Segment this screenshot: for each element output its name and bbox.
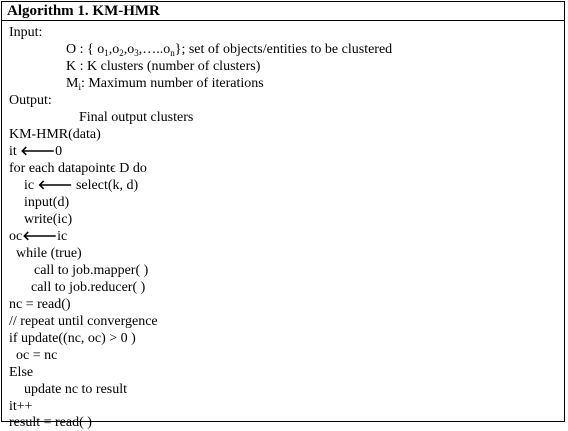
code-line-update-result: update nc to result bbox=[24, 382, 128, 397]
left-arrow-icon: 🡐 bbox=[22, 229, 58, 244]
output-label: Output: bbox=[9, 93, 52, 108]
code-line-oc-assign: oc🡐ic bbox=[9, 229, 68, 244]
output-value: Final output clusters bbox=[79, 110, 194, 125]
code-line-oc-nc: oc = nc bbox=[16, 348, 58, 363]
code-line-if: if update((nc, oc) > 0 ) bbox=[9, 331, 136, 346]
input-k-line: K : K clusters (number of clusters) bbox=[66, 59, 261, 74]
input-label: Input: bbox=[9, 25, 43, 40]
input-max-iterations-line: $M_i$: Maximum number of iterations bbox=[66, 76, 264, 92]
code-line-mapper: call to job.mapper( ) bbox=[34, 263, 149, 278]
code-line-while: while (true) bbox=[16, 246, 82, 261]
code-line-else: Else bbox=[9, 365, 34, 380]
algorithm-box bbox=[1, 1, 565, 430]
algorithm-title: Algorithm 1. KM-HMR bbox=[2, 2, 564, 21]
code-line-read: nc = read() bbox=[9, 297, 71, 312]
input-objects-line: O : { $o_1,o_2,o_3,\dots..o_n$}; set of objects/entities to be clustered bbox=[66, 42, 393, 58]
code-line-reducer: call to job.reducer( ) bbox=[31, 280, 146, 295]
code-line-comment: // repeat until convergence bbox=[9, 314, 158, 329]
code-line-for-each: for each datapointϵ D do bbox=[9, 161, 147, 176]
code-line-it-init: it 🡐0 bbox=[9, 144, 63, 159]
left-arrow-icon: 🡐 bbox=[20, 144, 56, 159]
code-line-input: input(d) bbox=[24, 195, 70, 210]
left-arrow-icon: 🡐 bbox=[37, 178, 73, 193]
code-line-function: KM-HMR(data) bbox=[9, 127, 101, 142]
code-line-increment: it++ bbox=[9, 399, 33, 414]
code-line-write: write(ic) bbox=[24, 212, 73, 227]
code-line-select: ic 🡐 select(k, d) bbox=[24, 178, 139, 193]
code-line-result: result = read( ) bbox=[9, 415, 92, 430]
